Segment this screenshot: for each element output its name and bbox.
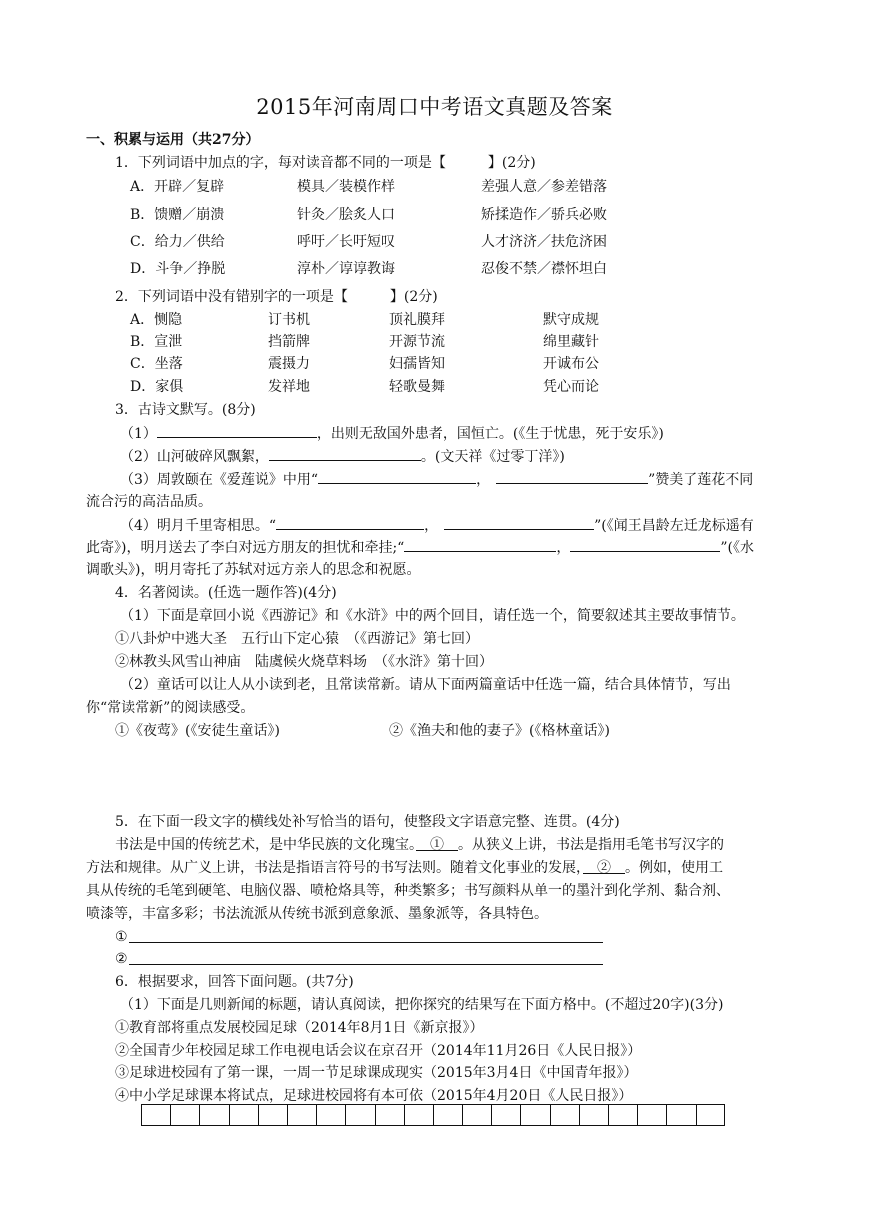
q1-option-c-word2: 呼吁／长吁短叹 [297, 234, 395, 250]
answer-cell[interactable] [608, 1104, 637, 1126]
q1-option-c-word3: 人才济济／扶危济困 [481, 234, 607, 250]
q1-option-a: A．开辟／复辟 [130, 179, 225, 195]
q2-row-a-1: A．恻隐 [130, 312, 183, 328]
q3-line-4: （4）明月千里寄相思。“ ， ”(《闻王昌龄左迁龙标遥有 [120, 518, 754, 534]
q4-part-1: （1）下面是章回小说《西游记》和《水浒》中的两个回目，请任选一个，简要叙述其主要故事情节。 [120, 608, 745, 624]
q5-para-3: 具从传统的毛笔到硬笔、电脑仪器、喷枪烙具等，种类繁多；书写颜料从单一的墨汁到化学剂、黏合剂、 [86, 883, 730, 899]
q3-line-5: 此寄》)，明月送去了李白对远方朋友的担忧和牵挂;“ ， ”(《水 [86, 540, 754, 556]
answer-grid[interactable] [141, 1104, 725, 1126]
q3-line-3-cont: 流合污的高洁品质。 [86, 494, 212, 510]
blank-marker-2: ② [583, 860, 625, 876]
q2-row-a-2: 订书机 [268, 312, 310, 328]
answer-cell[interactable] [696, 1104, 725, 1126]
answer-cell[interactable] [666, 1104, 695, 1126]
answer-blank[interactable] [444, 516, 594, 530]
q2-row-b-3: 开源节流 [389, 334, 445, 350]
q3-stem: 3．古诗文默写。(8分) [115, 402, 256, 418]
q5-answer-label-1: ① [115, 929, 128, 945]
answer-cell[interactable] [550, 1104, 579, 1126]
q1-option-d-word2: 淳朴／谆谆教诲 [297, 261, 395, 277]
q4-story-2: ②《渔夫和他的妻子》(《格林童话》) [389, 723, 610, 739]
q5-para-2: 方法和规律。从广义上讲，书法是指语言符号的书写法则。随着文化事业的发展， ② 。例如，使用工 [86, 860, 723, 876]
q5-para-4: 喷漆等，丰富多彩；书法流派从传统书派到意象派、墨象派等，各具特色。 [86, 906, 548, 922]
answer-blank[interactable] [269, 447, 421, 461]
page-title: 2015年河南周口中考语文真题及答案 [256, 95, 613, 119]
answer-cell[interactable] [579, 1104, 608, 1126]
q2-row-c-2: 震摄力 [268, 356, 310, 372]
q4-item-2: ②林教头风雪山神庙 陆虞候火烧草料场 （《水浒》第十回） [115, 654, 493, 670]
answer-cell[interactable] [287, 1104, 316, 1126]
q1-option-b-word2: 针灸／脍炙人口 [297, 207, 395, 223]
q1-option-a-word3: 差强人意／参差错落 [481, 179, 607, 195]
answer-cell[interactable] [491, 1104, 520, 1126]
answer-cell[interactable] [229, 1104, 258, 1126]
answer-cell[interactable] [404, 1104, 433, 1126]
answer-blank[interactable] [318, 470, 476, 484]
q2-row-d-1: D．家俱 [130, 379, 184, 395]
q2-row-c-3: 妇孺皆知 [389, 356, 445, 372]
answer-cell[interactable] [258, 1104, 287, 1126]
q2-row-d-2: 发祥地 [268, 379, 310, 395]
answer-cell[interactable] [199, 1104, 228, 1126]
q4-part-2: （2）童话可以让人从小读到老，且常读常新。请从下面两篇童话中任选一篇，结合具体情节，写出 [120, 677, 731, 693]
q1-option-a-word2: 模具／装模作样 [297, 179, 395, 195]
q5-answer-line-1[interactable] [129, 942, 603, 943]
q6-news-1: ①教育部将重点发展校园足球（2014年8月1日《新京报》） [115, 1020, 484, 1036]
q1-option-b: B．馈赠／崩溃 [130, 207, 225, 223]
q2-row-b-2: 挡箭牌 [268, 334, 310, 350]
answer-cell[interactable] [520, 1104, 549, 1126]
q5-answer-label-2: ② [115, 951, 128, 967]
answer-blank[interactable] [496, 470, 648, 484]
q2-stem: 2．下列词语中没有错别字的一项是【 】(2分) [115, 289, 438, 305]
q6-news-3: ③足球进校园有了第一课，一周一节足球课成现实（2015年3月4日《中国青年报》） [115, 1065, 638, 1081]
q4-story-1: ①《夜莺》(《安徒生童话》) [115, 723, 280, 739]
q3-line-6: 调歌头》)，明月寄托了苏轼对远方亲人的思念和祝愿。 [86, 562, 421, 578]
answer-cell[interactable] [462, 1104, 491, 1126]
answer-cell[interactable] [141, 1104, 170, 1126]
q2-row-a-3: 顶礼膜拜 [389, 312, 445, 328]
q2-row-d-4: 凭心而论 [543, 379, 599, 395]
q6-news-4: ④中小学足球课本将试点，足球进校园将有本可依（2015年4月20日《人民日报》） [115, 1088, 633, 1104]
q5-para-1: 书法是中国的传统艺术，是中华民族的文化瑰宝。 ① 。从狭义上讲，书法是指用毛笔书写汉字的 [115, 837, 724, 853]
answer-cell[interactable] [170, 1104, 199, 1126]
q6-stem: 6．根据要求，回答下面问题。(共7分) [115, 974, 354, 990]
q4-stem: 4．名著阅读。(任选一题作答)(4分) [115, 585, 337, 601]
section-heading: 一、积累与运用（共27分） [86, 132, 260, 148]
q6-part-1: （1）下面是几则新闻的标题，请认真阅读，把你探究的结果写在下面方格中。(不超过20字)(3分) [120, 997, 724, 1013]
answer-cell[interactable] [433, 1104, 462, 1126]
answer-cell[interactable] [345, 1104, 374, 1126]
answer-cell[interactable] [316, 1104, 345, 1126]
answer-blank[interactable] [570, 538, 720, 552]
answer-cell[interactable] [637, 1104, 666, 1126]
answer-cell[interactable] [375, 1104, 404, 1126]
answer-blank[interactable] [404, 538, 556, 552]
q1-option-c: C．给力／供给 [130, 234, 225, 250]
q1-option-d-word3: 忍俊不禁／襟怀坦白 [481, 261, 607, 277]
q1-stem: 1．下列词语中加点的字，每对读音都不同的一项是【 】(2分) [115, 155, 536, 171]
q6-news-2: ②全国青少年校园足球工作电视电话会议在京召开（2014年11月26日《人民日报》） [115, 1043, 642, 1059]
q2-row-a-4: 默守成规 [543, 312, 599, 328]
q3-line-1: （1） ，出则无敌国外患者，国恒亡。(《生于忧患，死于安乐》) [120, 426, 664, 442]
q5-answer-line-2[interactable] [129, 964, 603, 965]
q2-row-b-1: B．宣泄 [130, 334, 183, 350]
q5-stem: 5．在下面一段文字的横线处补写恰当的语句，使整段文字语意完整、连贯。(4分) [115, 814, 620, 830]
q2-row-d-3: 轻歌曼舞 [389, 379, 445, 395]
q1-option-b-word3: 矫揉造作／骄兵必败 [481, 207, 607, 223]
q3-line-2: （2）山河破碎风飘絮， 。(文天祥《过零丁洋》) [120, 449, 565, 465]
q2-row-b-4: 绵里藏针 [543, 334, 599, 350]
blank-marker-1: ① [416, 837, 458, 853]
q4-item-1: ①八卦炉中逃大圣 五行山下定心猿 （《西游记》第七回） [115, 631, 479, 647]
q3-line-3: （3）周敦颐在《爱莲说》中用“ ， ”赞美了莲花不同 [120, 472, 754, 488]
q2-row-c-1: C．坐落 [130, 356, 183, 372]
answer-blank[interactable] [157, 424, 317, 438]
q2-row-c-4: 开诚布公 [543, 356, 599, 372]
q1-option-d: D．斗争／挣脱 [130, 261, 226, 277]
q4-part-2-cont: 你“常读常新”的阅读感受。 [86, 700, 255, 716]
answer-blank[interactable] [276, 516, 424, 530]
